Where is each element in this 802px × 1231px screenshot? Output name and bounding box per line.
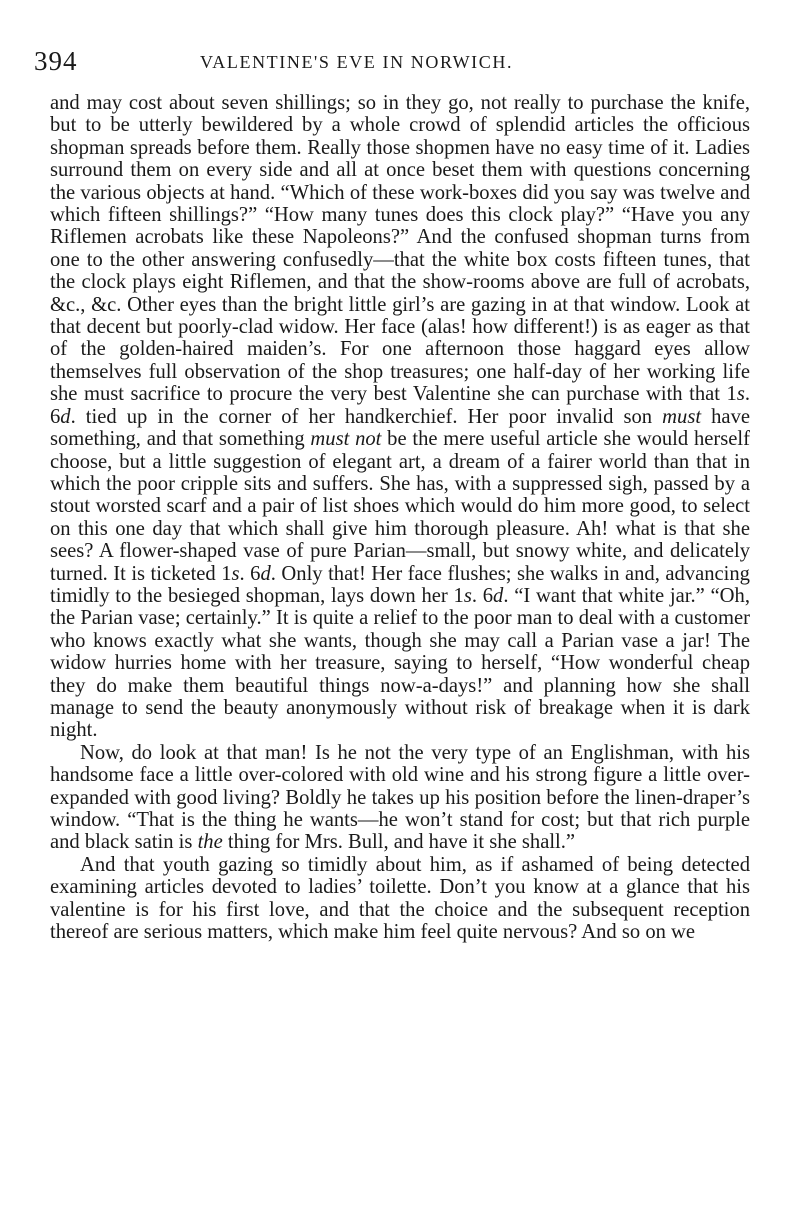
text-run: . 6 <box>50 383 750 428</box>
page-number: 394 <box>34 46 78 76</box>
text-run: And that youth gazing so timidly about him, as if ashamed of being detected examining articles devoted to ladies’ toilette. Don’t you know at a glance that his valentine is for his first love, and that the choice and the subsequent reception thereof are serious matters, which make him feel quite nervous? And so on we <box>50 853 750 944</box>
text-run: thing for Mrs. Bull, and have it she shall.” <box>222 831 576 854</box>
text-run: have something, and that something <box>50 405 751 451</box>
italic-text: d <box>260 562 271 585</box>
text-run: Now, do look at that man! Is he not the very type of an Englishman, with his handsome face a little over-colored with old wine and his strong figure a little over-expanded with good living? Boldly he takes up his position before the linen-draper’s window. “That is the thing he wants—he won’t stand for cost; but that rich purple and black satin is <box>50 741 750 854</box>
paragraph <box>50 854 750 944</box>
text-run: be the mere useful article she would herself choose, but a little suggestion of elegant art, a dream of a fairer world than that in which the poor cripple sits and suffers. She has, with a suppressed sigh, passed by a stout worsted scarf and a pair of list shoes which would do him more good, to select on this one day that which shall give him thorough pleasure. Ah! what is that she sees? A flower-shaped vase of pure Parian—small, but snowy white, and delicately turned. It is ticketed 1 <box>50 428 750 585</box>
italic-text: s <box>463 584 472 607</box>
text-run: . “I want that white jar.” “Oh, the Parian vase; certainly.” It is quite a relief to the poor man to deal with a customer who knows exactly what she wants, though she may call a Parian vase a jar! The widow hurries home with her treasure, saying to herself, “How wonderful cheap they do make them beautiful things now-a-days!” and planning how she shall manage to send the beauty anonymously without risk of breakage when it is dark night. <box>50 584 750 742</box>
paragraph <box>50 742 750 854</box>
text-run: . 6 <box>239 562 261 585</box>
running-head: VALENTINE'S EVE IN NORWICH. <box>200 52 514 72</box>
italic-text: must not <box>310 428 382 451</box>
italic-text: s <box>231 562 240 585</box>
italic-text: d <box>493 584 504 607</box>
paragraph <box>50 92 750 742</box>
italic-text: d <box>60 405 71 428</box>
italic-text: the <box>197 831 223 854</box>
italic-text: must <box>662 405 702 428</box>
text-run: . Only that! Her face flushes; she walks in and, advancing timidly to the besieged shopman, lays down her 1 <box>50 562 750 607</box>
page-header <box>34 46 750 86</box>
body-text <box>50 92 750 943</box>
text-run: . tied up in the corner of her handkerchief. Her poor invalid son <box>70 405 663 428</box>
text-run: and may cost about seven shillings; so in they go, not really to purchase the knife, but to be utterly bewildered by a whole crowd of splendid articles the officious shopman spreads before them. Really those shopmen have no easy time of it. Ladies surround them on every side and all at once beset them with questions concerning the various objects at hand. “Which of these work-boxes did you say was twelve and which fifteen shillings?” “How many tunes does this clock play?” “Have you any Riflemen acrobats like these Napoleons?” And the confused shopman turns from one to the other answering confusedly—that the white box costs fifteen tunes, that the clock plays eight Riflemen, and that the show-rooms above are full of acrobats, &c., &c. Other eyes than the bright little girl’s are gazing in at that window. Look at that decent but poorly-clad widow. Her face (alas! how different!) is as eager as that of the golden-haired maiden’s. For one afternoon those haggard eyes allow themselves full observation of the shop treasures; one half-day of her working life she must sacrifice to procure the very best Valentine she can purchase with that 1 <box>50 92 750 406</box>
italic-text: s <box>736 383 745 406</box>
text-run: . 6 <box>471 584 494 607</box>
